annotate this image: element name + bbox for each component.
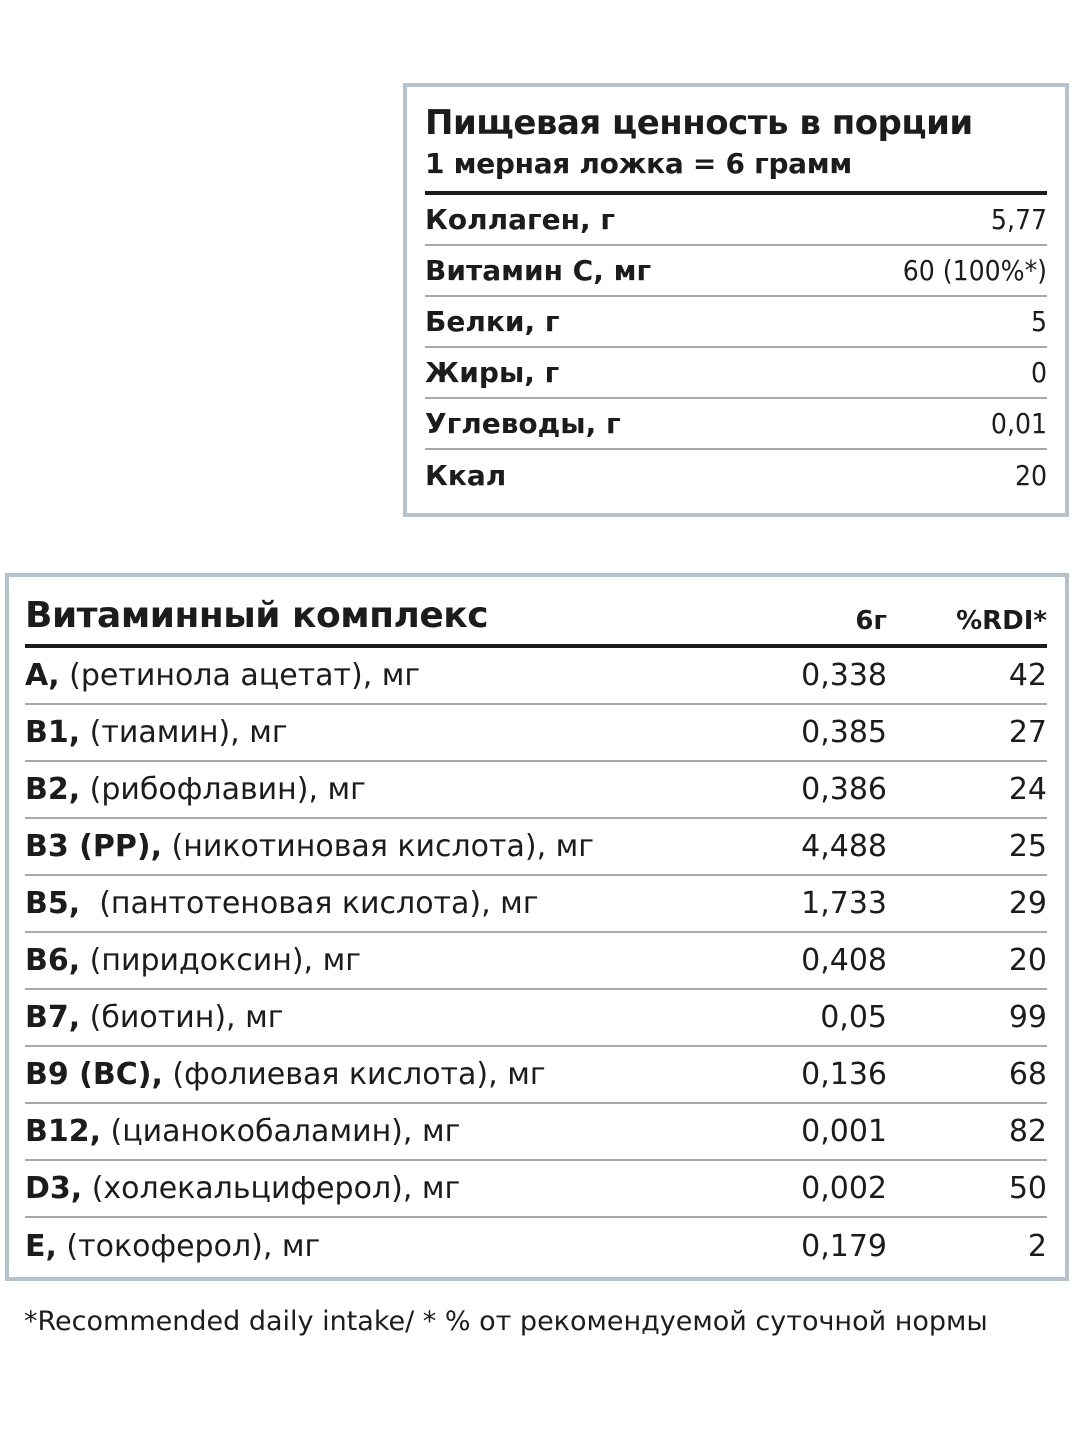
footnote: *Recommended daily intake/ * % от рекомендуемой суточной нормы bbox=[24, 1306, 988, 1337]
vitamin-desc: (биотин), мг bbox=[80, 1000, 284, 1035]
vitamin-desc: (пантотеновая кислота), мг bbox=[80, 886, 539, 921]
vitamin-name bbox=[25, 1229, 727, 1264]
nutrition-value: 0 bbox=[1030, 356, 1047, 389]
vitamin-rdi: 2 bbox=[1027, 1229, 1047, 1264]
serving-size: 1 мерная ложка = 6 грамм bbox=[425, 147, 852, 180]
vitamin-code: В12, bbox=[25, 1114, 102, 1149]
vitamin-name bbox=[25, 829, 727, 864]
vitamin-code: В9 (ВС), bbox=[25, 1057, 163, 1092]
nutrition-row bbox=[425, 348, 1047, 399]
vitamin-name bbox=[25, 658, 727, 693]
nutrition-label: Коллаген, г bbox=[425, 203, 616, 236]
vitamin-name bbox=[25, 1057, 727, 1092]
vitamin-code: А, bbox=[25, 658, 60, 693]
vitamin-amount: 0,002 bbox=[801, 1171, 887, 1206]
vitamin-name bbox=[25, 715, 727, 750]
vitamin-amount: 0,001 bbox=[801, 1114, 887, 1149]
vitamin-name bbox=[25, 943, 727, 978]
nutrition-label: Белки, г bbox=[425, 305, 560, 338]
vitamin-amount: 1,733 bbox=[801, 886, 887, 921]
vitamin-rdi: 68 bbox=[1008, 1057, 1047, 1092]
vitamin-row bbox=[25, 1104, 1047, 1161]
vitamin-complex-panel bbox=[5, 573, 1069, 1281]
vitamin-amount: 0,408 bbox=[801, 943, 887, 978]
vitamin-code: В1, bbox=[25, 715, 81, 750]
vitamin-amount: 0,385 bbox=[801, 715, 887, 750]
vitamin-code: D3, bbox=[25, 1171, 83, 1206]
nutrition-label: Витамин С, мг bbox=[425, 254, 652, 287]
vitamin-amount: 0,338 bbox=[801, 658, 887, 693]
nutrition-value: 0,01 bbox=[990, 407, 1047, 440]
vitamin-desc: (фолиевая кислота), мг bbox=[162, 1057, 546, 1092]
vitamin-rdi: 27 bbox=[1008, 715, 1047, 750]
vitamin-code: В6, bbox=[25, 943, 81, 978]
nutrition-row bbox=[425, 246, 1047, 297]
vitamin-desc: (токоферол), мг bbox=[56, 1229, 321, 1264]
nutrition-value: 5,77 bbox=[990, 203, 1047, 236]
nutrition-row bbox=[425, 297, 1047, 348]
vitamin-code: В7, bbox=[25, 1000, 81, 1035]
vitamin-name bbox=[25, 1114, 727, 1149]
nutrition-facts-panel bbox=[403, 83, 1069, 517]
vitamin-amount: 0,386 bbox=[801, 772, 887, 807]
vitamin-desc: (тиамин), мг bbox=[80, 715, 288, 750]
vitamin-row bbox=[25, 876, 1047, 933]
vitamin-rdi: 82 bbox=[1008, 1114, 1047, 1149]
vitamin-desc: (холекальциферол), мг bbox=[82, 1171, 461, 1206]
vitamin-row bbox=[25, 1047, 1047, 1104]
vitamin-table-title: Витаминный комплекс bbox=[25, 595, 489, 636]
vitamin-rdi: 42 bbox=[1008, 658, 1047, 693]
vitamin-rdi: 20 bbox=[1008, 943, 1047, 978]
nutrition-label: Углеводы, г bbox=[425, 407, 621, 440]
nutrition-row bbox=[425, 399, 1047, 450]
vitamin-table-header bbox=[25, 577, 1047, 648]
vitamin-row bbox=[25, 1218, 1047, 1275]
vitamin-row bbox=[25, 1161, 1047, 1218]
vitamin-code: В2, bbox=[25, 772, 81, 807]
nutrition-title: Пищевая ценность в порции bbox=[425, 103, 973, 143]
vitamin-amount: 0,179 bbox=[801, 1229, 887, 1264]
nutrition-value: 5 bbox=[1030, 305, 1047, 338]
vitamin-code: В5, bbox=[25, 886, 81, 921]
vitamin-desc: (рибофлавин), мг bbox=[80, 772, 366, 807]
nutrition-row bbox=[425, 450, 1047, 501]
vitamin-name bbox=[25, 1171, 727, 1206]
nutrition-value: 20 bbox=[1014, 459, 1047, 492]
nutrition-label: Жиры, г bbox=[425, 356, 560, 389]
vitamin-rdi: 29 bbox=[1008, 886, 1047, 921]
vitamin-amount: 4,488 bbox=[801, 829, 887, 864]
vitamin-amount: 0,136 bbox=[801, 1057, 887, 1092]
nutrition-value: 60 (100%*) bbox=[902, 254, 1047, 287]
nutrition-row bbox=[425, 195, 1047, 246]
rdi-column-header: %RDI* bbox=[956, 606, 1047, 636]
vitamin-amount: 0,05 bbox=[820, 1000, 887, 1035]
vitamin-row bbox=[25, 933, 1047, 990]
vitamin-row bbox=[25, 648, 1047, 705]
vitamin-row bbox=[25, 990, 1047, 1047]
vitamin-desc: (никотиновая кислота), мг bbox=[161, 829, 595, 864]
vitamin-desc: (цианокобаламин), мг bbox=[101, 1114, 461, 1149]
vitamin-row bbox=[25, 819, 1047, 876]
vitamin-name bbox=[25, 1000, 727, 1035]
vitamin-name bbox=[25, 886, 727, 921]
vitamin-code: Е, bbox=[25, 1229, 57, 1264]
vitamin-name bbox=[25, 772, 727, 807]
vitamin-rdi: 50 bbox=[1008, 1171, 1047, 1206]
vitamin-row bbox=[25, 762, 1047, 819]
vitamin-row bbox=[25, 705, 1047, 762]
vitamin-rdi: 25 bbox=[1008, 829, 1047, 864]
vitamin-desc: (пиридоксин), мг bbox=[80, 943, 362, 978]
vitamin-rdi: 99 bbox=[1008, 1000, 1047, 1035]
vitamin-desc: (ретинола ацетат), мг bbox=[59, 658, 421, 693]
vitamin-code: В3 (РР), bbox=[25, 829, 162, 864]
nutrition-label: Ккал bbox=[425, 459, 507, 492]
amount-column-header: 6г bbox=[855, 606, 887, 636]
vitamin-rdi: 24 bbox=[1008, 772, 1047, 807]
